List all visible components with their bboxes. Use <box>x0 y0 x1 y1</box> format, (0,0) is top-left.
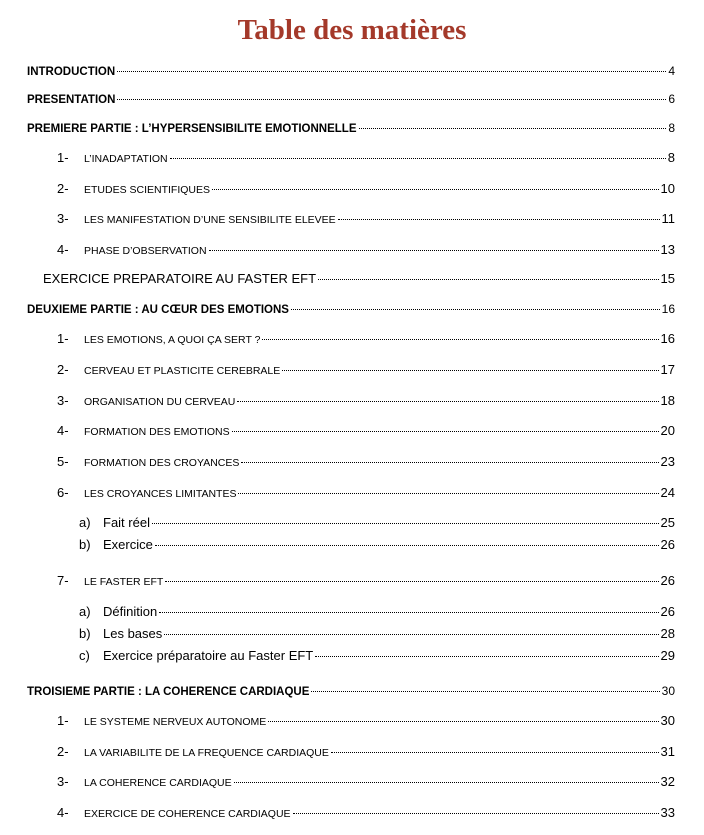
dot-leader <box>318 279 658 280</box>
dot-leader <box>293 813 659 814</box>
dot-leader <box>165 581 658 582</box>
toc-entry-title: EXERCICE DE COHERENCE CARDIAQUE <box>84 808 291 820</box>
toc-entry[interactable] <box>79 648 675 663</box>
dot-leader <box>209 250 659 251</box>
toc-entry-title: LA VARIABILITE DE LA FREQUENCE CARDIAQUE <box>84 747 329 759</box>
toc-entry-number: c) <box>79 648 90 663</box>
toc-entry-page: 32 <box>660 774 675 789</box>
dot-leader <box>282 370 658 371</box>
dot-leader <box>291 309 660 310</box>
toc-entry-page: 30 <box>661 684 675 698</box>
toc-entry-number: 4- <box>57 423 69 438</box>
dot-leader <box>268 721 658 722</box>
toc-entry-page: 8 <box>667 150 675 165</box>
toc-entry-number: 7- <box>57 573 69 588</box>
dot-leader <box>237 401 658 402</box>
toc-entry-page: 17 <box>660 362 675 377</box>
toc-entry-title: LA COHERENCE CARDIAQUE <box>84 777 232 789</box>
toc-entry-title: LES MANIFESTATION D’UNE SENSIBILITE ELEVEE <box>84 214 336 226</box>
toc-entry-number: b) <box>79 626 91 641</box>
toc-entry-page: 16 <box>661 302 675 316</box>
page-title: Table des matières <box>237 14 467 46</box>
toc-entry-page: 16 <box>660 331 675 346</box>
toc-entry[interactable] <box>27 121 675 135</box>
toc-entry-page: 26 <box>660 537 675 552</box>
toc-entry[interactable] <box>57 331 675 346</box>
toc-entry[interactable] <box>57 150 675 165</box>
toc-entry-title: LE SYSTEME NERVEUX AUTONOME <box>84 716 267 728</box>
toc-entry-page: 28 <box>660 626 675 641</box>
toc-entry-title: DEUXIEME PARTIE : AU CŒUR DES EMOTIONS <box>27 304 289 316</box>
toc-entry-title: CERVEAU ET PLASTICITE CEREBRALE <box>84 365 281 377</box>
dot-leader <box>331 752 659 753</box>
toc-entry-title: Les bases <box>103 626 163 641</box>
toc-entry-title: INTRODUCTION <box>27 66 116 78</box>
toc-entry-number: 1- <box>57 713 69 728</box>
toc-entry-page: 20 <box>660 423 675 438</box>
toc-entry-number: 3- <box>57 211 69 226</box>
toc-entry-page: 29 <box>660 648 675 663</box>
dot-leader <box>311 691 659 692</box>
toc-entry-page: 4 <box>668 64 675 78</box>
toc-entry-title: Exercice préparatoire au Faster EFT <box>103 648 314 663</box>
toc-entry[interactable] <box>57 805 675 820</box>
toc-entry-number: 2- <box>57 181 69 196</box>
toc-entry-page: 24 <box>660 485 675 500</box>
dot-leader <box>359 128 667 129</box>
toc-entry[interactable] <box>57 211 675 226</box>
toc-entry-page: 31 <box>660 744 675 759</box>
dot-leader <box>262 339 658 340</box>
dot-leader <box>338 219 660 220</box>
dot-leader <box>117 71 666 72</box>
toc-entry[interactable] <box>27 92 675 106</box>
toc-entry-page: 6 <box>668 92 675 106</box>
dot-leader <box>152 523 659 524</box>
toc-entry-title: PREMIERE PARTIE : L’HYPERSENSIBILITE EMOTIONNELLE <box>27 123 357 135</box>
toc-entry-title: ETUDES SCIENTIFIQUES <box>84 184 211 196</box>
toc-entry-title: ORGANISATION DU CERVEAU <box>84 396 236 408</box>
toc-entry[interactable] <box>79 515 675 530</box>
toc-entry-title: FORMATION DES EMOTIONS <box>84 426 230 438</box>
toc-entry-number: 5- <box>57 454 69 469</box>
dot-leader <box>315 656 658 657</box>
toc-entry[interactable] <box>57 744 675 759</box>
toc-entry-title: PHASE D’OBSERVATION <box>84 245 207 257</box>
toc-entry-number: 3- <box>57 393 69 408</box>
toc-entry-page: 30 <box>660 713 675 728</box>
toc-entry-title: TROISIEME PARTIE : LA COHERENCE CARDIAQUE <box>27 686 310 698</box>
dot-leader <box>212 189 659 190</box>
toc-entry[interactable] <box>79 604 675 619</box>
toc-entry-number: 2- <box>57 362 69 377</box>
toc-entry-number: 6- <box>57 485 69 500</box>
toc-entry-page: 13 <box>660 242 675 257</box>
toc-entry-number: a) <box>79 604 91 619</box>
dot-leader <box>117 99 666 100</box>
toc-entry-title: Exercice <box>103 537 153 552</box>
toc-entry-number: 2- <box>57 744 69 759</box>
toc-entry[interactable] <box>57 242 675 257</box>
dot-leader <box>241 462 658 463</box>
toc-entry-title: L’INADAPTATION <box>84 153 168 165</box>
dot-leader <box>234 782 659 783</box>
toc-entry-title: PRESENTATION <box>27 94 116 106</box>
toc-entry-page: 23 <box>660 454 675 469</box>
toc-entry[interactable] <box>57 573 675 588</box>
toc-entry[interactable] <box>57 485 675 500</box>
toc-entry-number: 1- <box>57 150 69 165</box>
toc-entry-number: b) <box>79 537 91 552</box>
toc-entry-title: EXERCICE PREPARATOIRE AU FASTER EFT <box>43 271 317 286</box>
toc-entry-number: 4- <box>57 242 69 257</box>
toc-entry[interactable] <box>27 64 675 78</box>
toc-entry-number: a) <box>79 515 91 530</box>
toc-entry-page: 26 <box>660 573 675 588</box>
toc-entry-number: 3- <box>57 774 69 789</box>
toc-entry[interactable] <box>27 684 675 698</box>
dot-leader <box>155 545 659 546</box>
toc-entry[interactable] <box>57 362 675 377</box>
toc-entry-page: 33 <box>660 805 675 820</box>
toc-entry[interactable] <box>57 713 675 728</box>
toc-entry[interactable] <box>43 271 675 286</box>
toc-entry-page: 26 <box>660 604 675 619</box>
toc-entry[interactable] <box>27 302 675 316</box>
toc-entry-title: LES CROYANCES LIMITANTES <box>84 488 237 500</box>
toc-entry[interactable] <box>57 423 675 438</box>
toc-entry-page: 8 <box>668 121 675 135</box>
toc-entry[interactable] <box>57 393 675 408</box>
toc-entry-page: 11 <box>661 211 675 226</box>
dot-leader <box>238 493 658 494</box>
toc-entry[interactable] <box>79 626 675 641</box>
toc-entry[interactable] <box>57 454 675 469</box>
toc-entry-page: 25 <box>660 515 675 530</box>
dot-leader <box>232 431 659 432</box>
toc-entry-title: Définition <box>103 604 158 619</box>
toc-entry[interactable] <box>79 537 675 552</box>
toc-entry[interactable] <box>57 774 675 789</box>
toc-entry-title: LES EMOTIONS, A QUOI ÇA SERT ? <box>84 334 261 346</box>
toc-entry-title: FORMATION DES CROYANCES <box>84 457 240 469</box>
dot-leader <box>164 634 658 635</box>
dot-leader <box>170 158 666 159</box>
dot-leader <box>159 612 658 613</box>
toc-entry-page: 18 <box>660 393 675 408</box>
toc-entry-page: 15 <box>660 271 675 286</box>
toc-entry-page: 10 <box>660 181 675 196</box>
toc-entry-title: Fait réel <box>103 515 150 530</box>
toc-entry-title: LE FASTER EFT <box>84 576 164 588</box>
toc-entry[interactable] <box>57 181 675 196</box>
toc-entry-number: 4- <box>57 805 69 820</box>
toc-entry-number: 1- <box>57 331 69 346</box>
